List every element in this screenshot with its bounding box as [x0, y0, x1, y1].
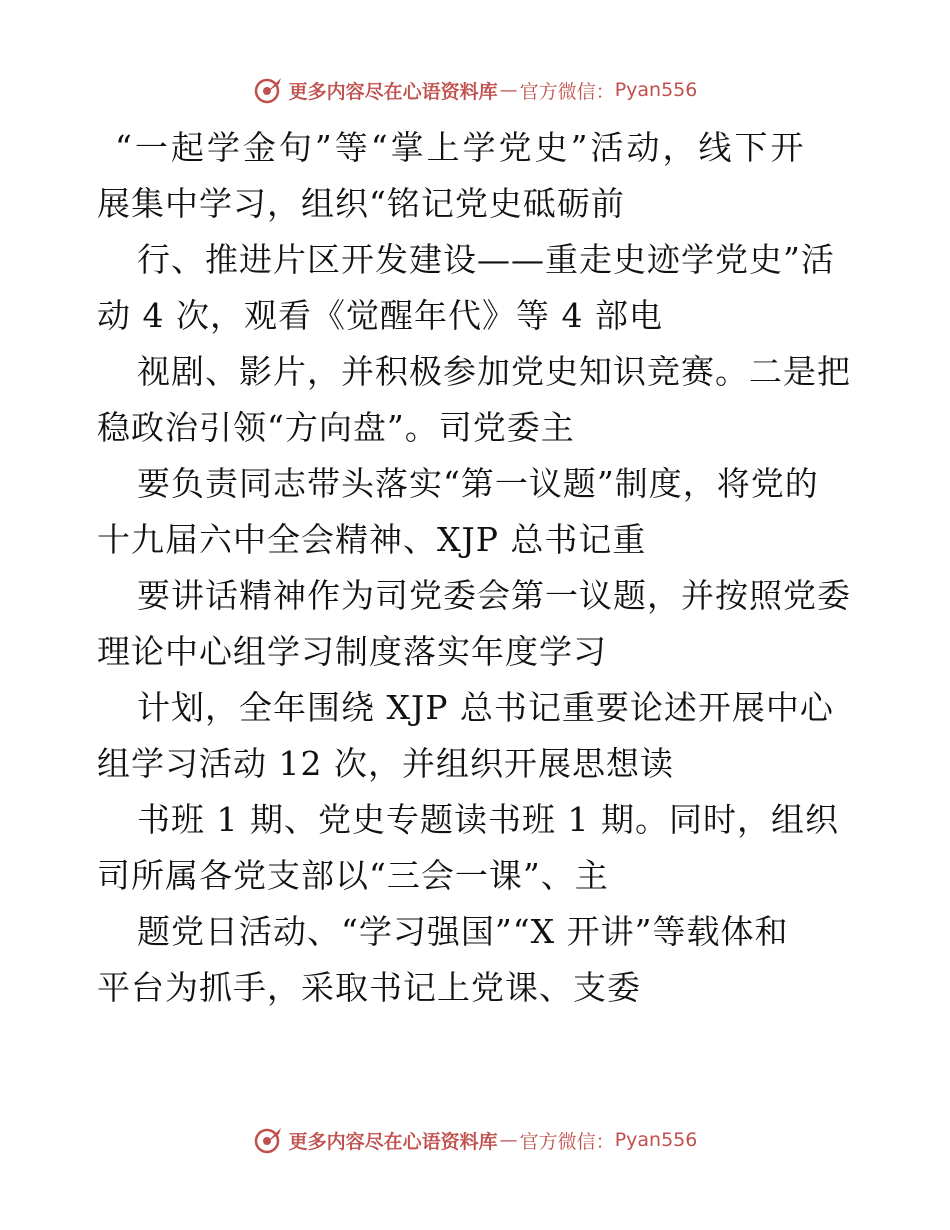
- body-line-14: 司所属各党支部以“三会一课”、主: [97, 856, 609, 895]
- document-body: [97, 120, 857, 1016]
- body-line-10: 理论中心组学习制度落实年度学习: [97, 632, 607, 671]
- body-line-2: 展集中学习，组织“铭记党史砥砺前: [97, 184, 625, 223]
- body-line-11: 计划，全年围绕 XJP 总书记重要论述开展中心: [137, 688, 834, 727]
- body-line-15: 题党日活动、“学习强国”“X 开讲”等载体和: [137, 912, 789, 951]
- body-line-13: 书班 1 期、党史专题读书班 1 期。同时，组织: [137, 800, 839, 839]
- header-wechat-label: 官方微信：: [519, 80, 615, 103]
- body-line-4: 动 4 次，观看《觉醒年代》等 4 部电: [97, 296, 663, 335]
- header-separator: —: [499, 79, 518, 101]
- header-banner: [0, 70, 950, 110]
- body-line-9: 要讲话精神作为司党委会第一议题，并按照党委: [137, 576, 851, 615]
- body-line-12: 组学习活动 12 次，并组织开展思想读: [97, 744, 674, 783]
- body-line-3: 行、推进片区开发建设——重走史迹学党史”活: [137, 240, 835, 279]
- body-line-1: “一起学金句”等“掌上学党史”活动，线下开: [115, 128, 807, 167]
- body-line-5: 视剧、影片，并积极参加党史知识竞赛。二是把: [137, 352, 851, 391]
- body-line-16: 平台为抓手，采取书记上党课、支委: [97, 968, 641, 1007]
- header-wechat-id: Pyan556: [614, 79, 698, 101]
- feather-quill-logo-icon: [253, 74, 285, 106]
- feather-quill-logo-icon: [253, 1124, 285, 1156]
- header-title: 更多内容尽在心语资料库: [288, 80, 498, 103]
- body-line-8: 十九届六中全会精神、XJP 总书记重: [97, 520, 647, 559]
- footer-wechat-label: 官方微信：: [519, 1130, 615, 1153]
- footer-banner: [0, 1120, 950, 1160]
- footer-title: 更多内容尽在心语资料库: [288, 1130, 498, 1153]
- footer-wechat-id: Pyan556: [614, 1129, 698, 1151]
- body-line-6: 稳政治引领“方向盘”。司党委主: [97, 408, 575, 447]
- footer-separator: —: [499, 1129, 518, 1151]
- body-line-7: 要负责同志带头落实“第一议题”制度，将党的: [137, 464, 819, 503]
